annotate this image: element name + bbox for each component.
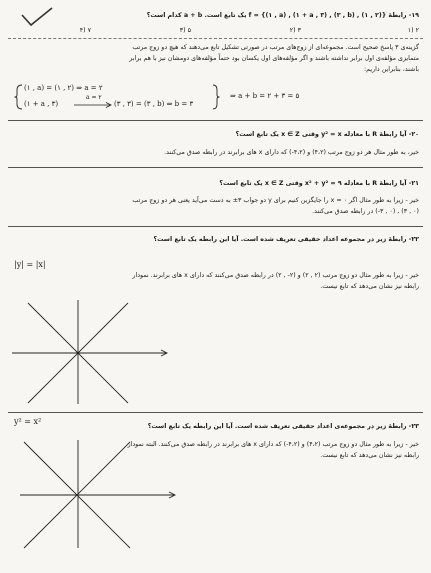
q23-answer-line: خیر - زیرا به طور مثال دو زوج مرتب (۴،۲) و (۴،۲-) که دارای x های برابرند در رابطه صدق می‌کنند. البته نمودار [127, 441, 419, 448]
q21-answer-line: (۰ , ۳) , (۰ , ۳-) در رابطه صدق می‌کنند. [312, 208, 419, 215]
divider [8, 38, 423, 39]
left-brace-icon [14, 84, 24, 110]
q23-title: ۲۳- رابطهٔ زیر در مجموعه‌ی اعداد حقیقی تعریف شده است. آیا این رابطه یک تابع است؟ [147, 423, 419, 430]
q19-option-3: ۵ (۳ [179, 27, 191, 34]
checkmark-mark [18, 6, 58, 28]
q20-answer: خیر، به طور مثال هر دو زوج مرتب (۴،۲) و (۴،۲-) که دارای x های برابرند در رابطه صدق می‌کنند. [164, 149, 419, 156]
q19-result: ⇒ a + b = ۲ + ۳ = ۵ [230, 92, 300, 100]
q19-system-line-1: (۱ , a) = (۱ , ۲) ⇒ a = ۲ [24, 84, 103, 92]
divider [8, 412, 423, 413]
q22-answer-line: رابطه نیز نشان می‌دهد که تابع نیست. [320, 283, 419, 290]
q22-equation: |y| = |x| [14, 260, 46, 269]
q19-option-2: ۳ (۲ [289, 27, 301, 34]
q22-title: ۲۲- رابطهٔ زیر در مجموعه اعداد حقیقی تعریف شده است. آیا این رابطه یک تابع است؟ [153, 236, 419, 243]
q21-title: ۲۱- آیا رابطهٔ R با معادله x² + y² = ۹ وقتی x ∈ Z یک تابع است؟ [219, 180, 419, 187]
q23-answer-line: رابطه نیز نشان می‌دهد که تابع نیست. [320, 452, 419, 459]
q22-answer-line: خیر - زیرا به طور مثال دو زوج مرتب (۲ , ۲) و (۲- , ۲) در رابطه صدق می‌کنند که دارای x های برابرند. نمودار [132, 272, 419, 279]
q19-answer-line: باشند، بنابراین داریم: [364, 66, 419, 73]
q23-graph [18, 438, 178, 550]
q22-graph [10, 298, 170, 408]
divider [8, 167, 423, 168]
divider [8, 120, 423, 121]
q23-equation: y² = x² [14, 417, 42, 426]
q19-system-line-2: (۱ + a , ۳) [24, 100, 59, 108]
q19-answer-line: گزینه‌ی ۳ پاسخ صحیح است. مجموعه‌ای از زوج‌های مرتب در صورتی تشکیل تابع می‌دهند که هیچ دو زوج مرتب [132, 44, 419, 51]
q19-system-line-2b: (۳ , ۳) = (۳ , b) ⇒ b = ۳ [114, 100, 194, 108]
q21-answer-line: خیر - زیرا به طور مثال اگر x = ۰ را جایگزین کنیم برای y دو جواب ۳± به دست می‌آید یعنی هر دو زوج مرتب [132, 197, 419, 204]
q19-system-arrow-label: a = ۲ [86, 94, 102, 101]
right-brace-icon [212, 84, 220, 110]
q20-title: ۲۰- آیا رابطهٔ R با معادله y² = x وقتی x ∈ Z یک تابع است؟ [235, 131, 419, 138]
q19-option-1: ۲ (۱ [407, 27, 419, 34]
q19-answer-line: متمایزی مؤلفه‌ی اول برابر نداشته باشند و اگر مؤلفه‌های اول یکسان بود حتماً مؤلفه‌های دومشان نیز با هم برابر [129, 55, 419, 62]
arrow-right-icon [74, 102, 114, 108]
q19-option-4: ۷ (۴ [79, 27, 91, 34]
divider [8, 226, 423, 227]
q19-title: ۱۹- رابطهٔ f = {(۱ , a) , (۱ + a , ۳) , (۳ , b) , (۱ , ۲)} یک تابع است. a + b کدام است؟ [146, 12, 419, 19]
